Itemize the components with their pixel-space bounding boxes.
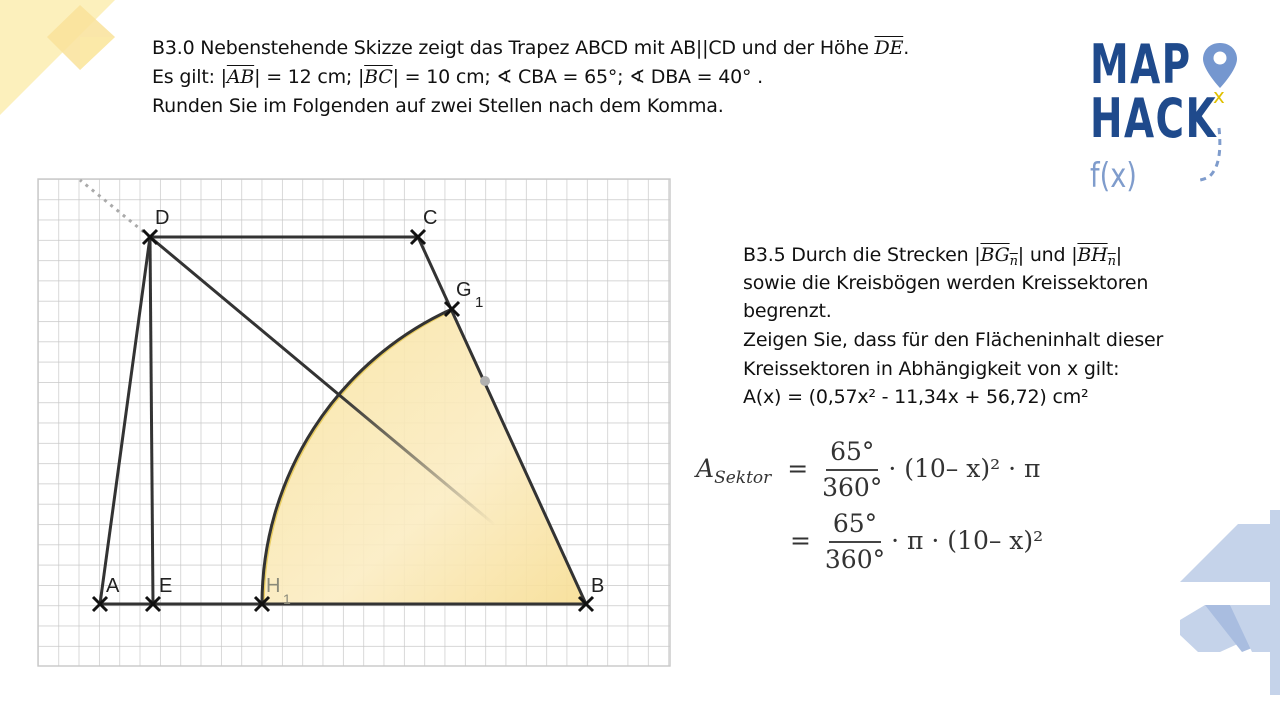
logo-map: MAP [1090,33,1192,96]
formula-tail: · π · (10– x)² [891,526,1044,555]
label-g-sub: 1 [475,294,484,311]
formula-lhs: A [696,454,715,483]
logo-fx: f(x) [1090,156,1137,196]
text: | und | [1017,244,1078,266]
equals-sign: = [790,526,811,555]
text: BH [1077,244,1108,266]
segment-bhn [1077,244,1116,269]
logo-x-mark: x [1213,84,1225,108]
formula-lhs-sub: Sektor [714,468,772,488]
label-e: E [159,575,173,597]
task-b35-line2: sowie die Kreisbögen werden Kreissektoren [743,272,1149,294]
task-b35-line6: A(x) = (0,57x² - 11,34x + 56,72) cm² [743,386,1089,408]
text: | = 10 cm; ∢ CBA = 65°; ∢ DBA = 40° . [392,66,763,88]
denominator: 360° [824,545,886,574]
text: Es gilt: | [152,66,227,88]
segment-bc: $\overline{BC}$ [364,66,393,88]
fraction [825,508,885,577]
fraction [822,436,882,505]
formula-row-1 [696,436,1040,505]
label-d: D [155,207,170,229]
segment-ab: $\overline{AB}$ [226,66,255,88]
label-h-sub: 1 [283,591,291,607]
logo-hack: HACK [1090,87,1218,150]
text: BG [980,244,1010,266]
text: . [903,37,910,59]
formula-row-2 [790,508,1043,577]
task-b35-line5: Kreissektoren in Abhängigkeit von x gilt: [743,358,1120,380]
task-b30-line3: Runden Sie im Folgenden auf zwei Stellen nach dem Komma. [152,95,724,117]
subscript: n [1107,254,1116,269]
denominator: 360° [822,473,883,502]
task-b35-line3: begrenzt. [743,300,832,322]
text: | = 12 cm; | [254,66,365,88]
formula-tail: · (10– x)² · π [888,454,1041,483]
numerator: 65° [826,436,878,471]
label-a: A [106,575,120,597]
equals-sign: = [787,454,809,483]
segment-de: $\overline{DE}$ [874,37,904,59]
label-c: C [423,207,438,229]
point-marker [480,376,490,386]
map-pin-icon [1200,38,1250,198]
task-b35-line4: Zeigen Sie, dass für den Flächeninhalt dieser [743,329,1164,351]
label-h: H [266,575,281,597]
subscript: n [1009,254,1018,269]
segment-bgn [980,244,1018,269]
text: | [1115,244,1122,266]
label-b: B [591,575,605,597]
numerator: 65° [829,508,881,543]
label-g: G [456,279,472,301]
text: B3.5 Durch die Strecken | [743,244,981,266]
text: B3.0 Nebenstehende Skizze zeigt das Trapez ABCD mit AB||CD und der Höhe [152,37,875,59]
decor-bottom-right [1170,510,1280,710]
